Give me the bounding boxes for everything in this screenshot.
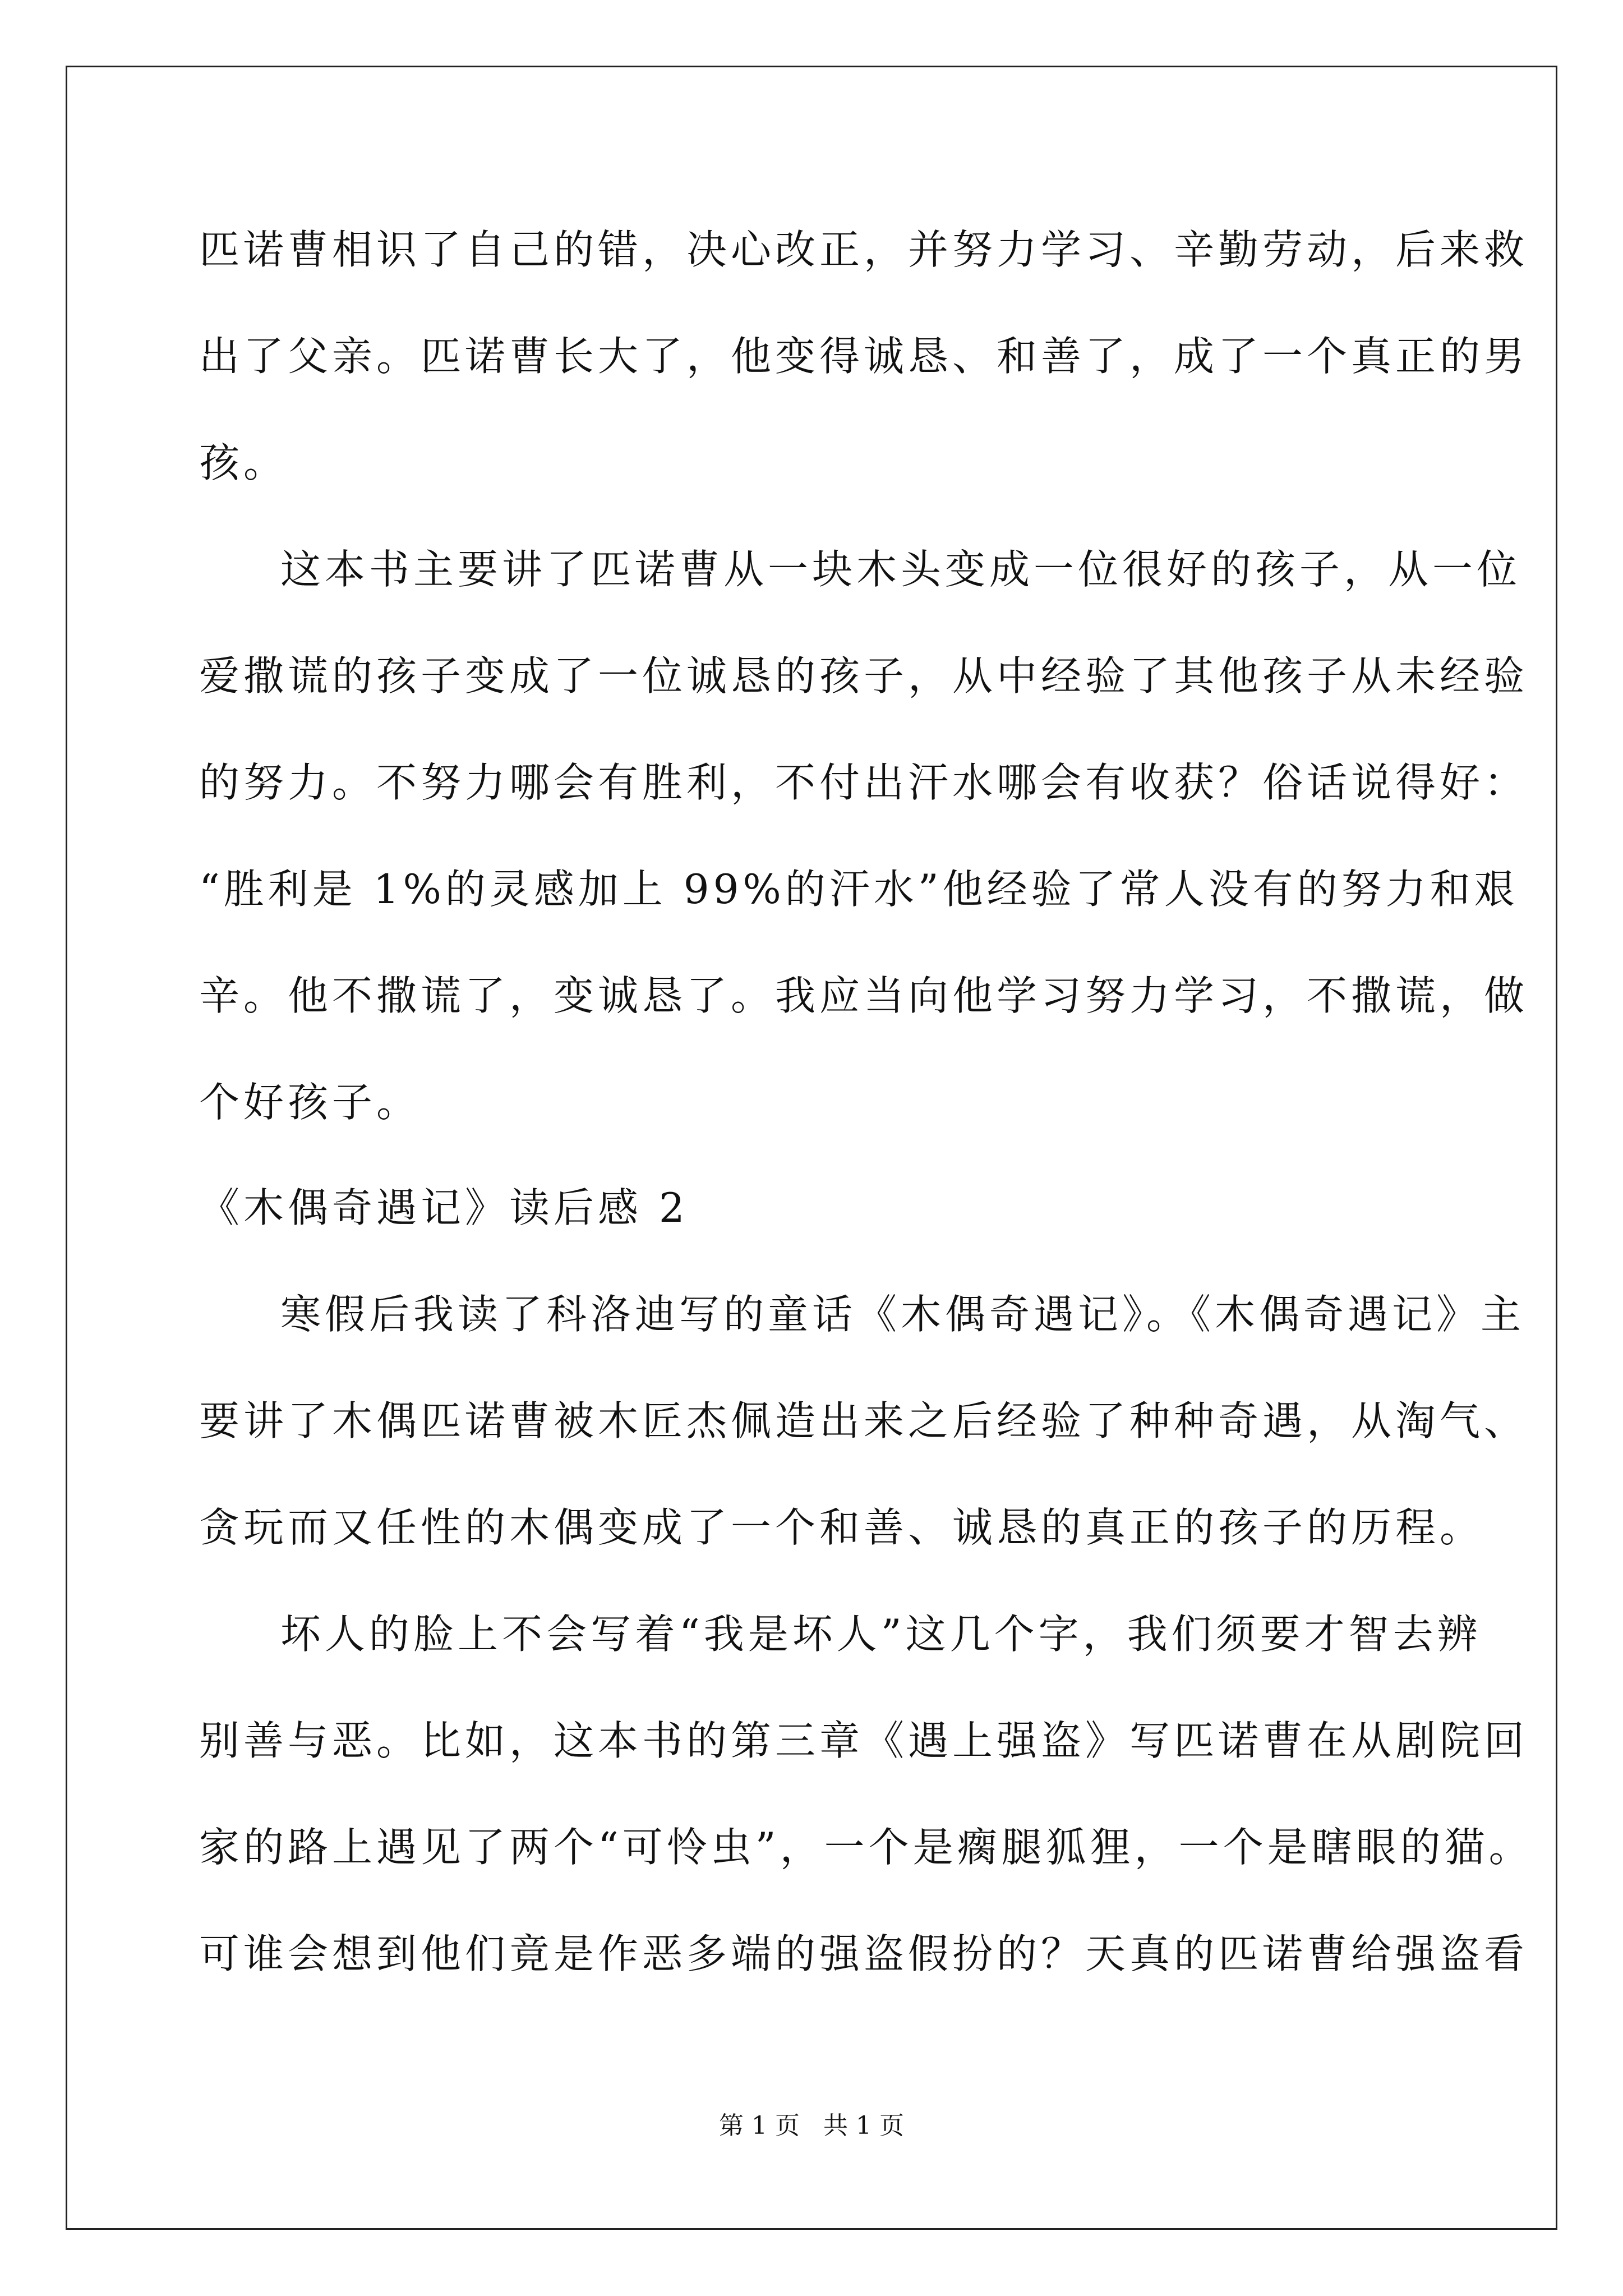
body-line-13: 坏人的脸上不会写着“我是坏人”这几个字，我们须要才智去辨	[280, 1611, 1482, 1658]
body-line-14: 别善与恶。比如，这本书的第三章《遇上强盗》写匹诺曹在从剧院回	[199, 1717, 1529, 1764]
page-footer	[0, 2109, 1623, 2143]
body-line-12: 贪玩而又任性的木偶变成了一个和善、诚恳的真正的孩子的历程。	[199, 1504, 1484, 1551]
body-line-5: 爱撒谎的孩子变成了一位诚恳的孩子，从中经验了其他孩子从未经验	[199, 652, 1529, 700]
body-line-16: 可谁会想到他们竟是作恶多端的强盗假扮的？天真的匹诺曹给强盗看	[199, 1930, 1529, 1977]
section-heading: 《木偶奇遇记》读后感 2	[199, 1184, 689, 1231]
body-line-6: 的努力。不努力哪会有胜利，不付出汗水哪会有收获？俗话说得好：	[199, 759, 1529, 806]
page-number-current: 第 1 页	[719, 2111, 800, 2140]
body-line-1: 匹诺曹相识了自己的错，决心改正，并努力学习、辛勤劳动，后来救	[199, 226, 1529, 273]
body-line-8: 辛。他不撒谎了，变诚恳了。我应当向他学习努力学习，不撒谎，做	[199, 972, 1529, 1019]
body-line-15: 家的路上遇见了两个“可怜虫”，一个是瘸腿狐狸，一个是瞎眼的猫。	[199, 1824, 1533, 1871]
body-line-2: 出了父亲。匹诺曹长大了，他变得诚恳、和善了，成了一个真正的男	[199, 333, 1529, 380]
page-border	[66, 66, 1557, 2230]
body-line-7: “胜利是 1%的灵感加上 99%的汗水”他经验了常人没有的努力和艰	[199, 866, 1519, 913]
body-line-3: 孩。	[199, 439, 288, 486]
body-line-10: 寒假后我读了科洛迪写的童话《木偶奇遇记》。《木偶奇遇记》主	[280, 1291, 1525, 1338]
body-line-9: 个好孩子。	[199, 1079, 421, 1126]
page-number-total: 共 1 页	[823, 2111, 904, 2140]
body-line-11: 要讲了木偶匹诺曹被木匠杰佩造出来之后经验了种种奇遇，从淘气、	[199, 1397, 1529, 1444]
body-line-4: 这本书主要讲了匹诺曹从一块木头变成一位很好的孩子，从一位	[280, 546, 1521, 593]
